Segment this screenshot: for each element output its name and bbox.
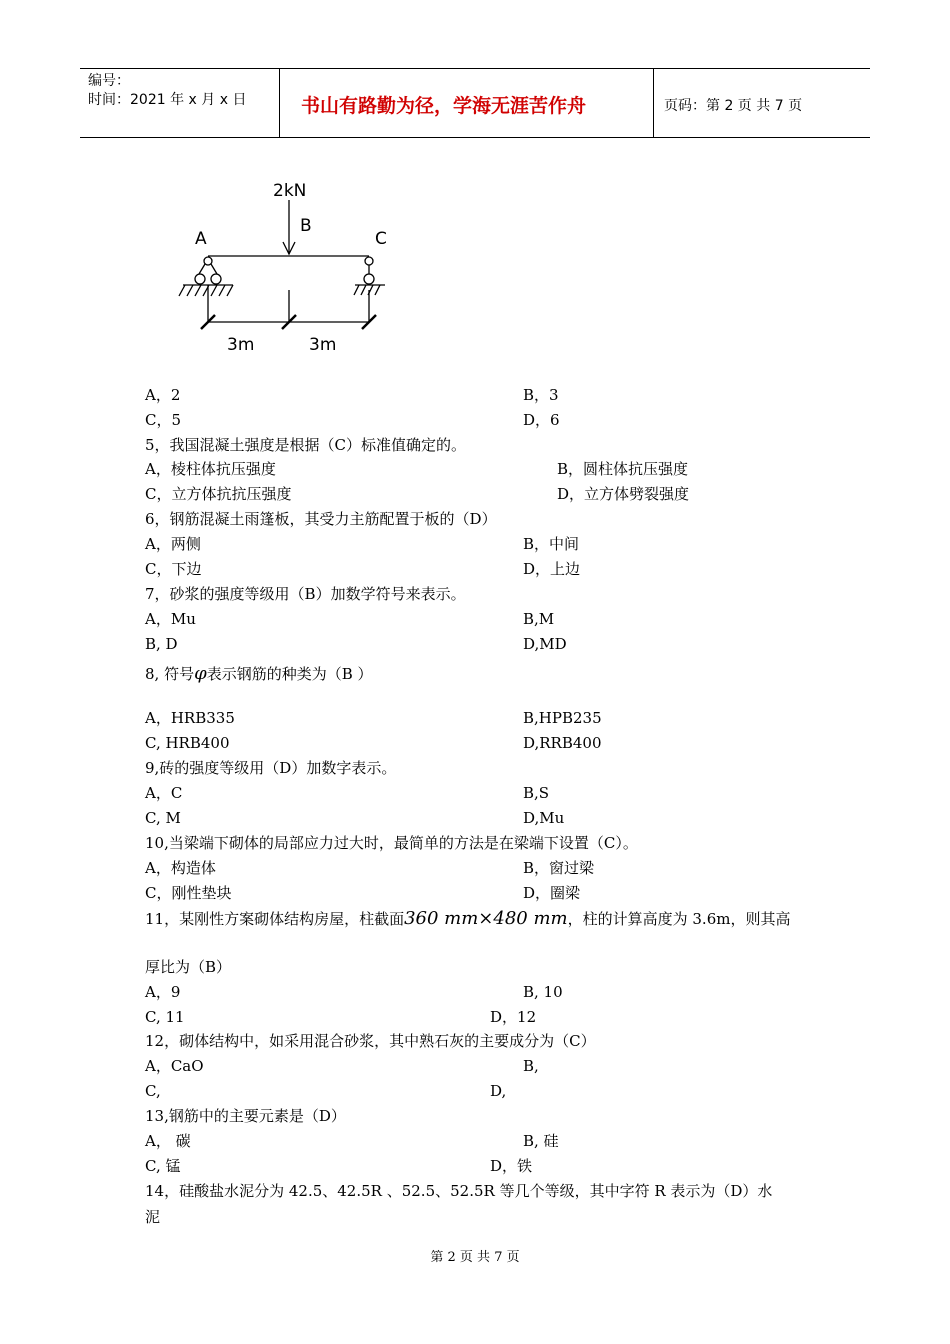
option-row bbox=[145, 707, 602, 729]
option-b: B, bbox=[523, 1057, 539, 1075]
option-row bbox=[145, 458, 689, 480]
option-a: A，HRB335 bbox=[145, 709, 235, 727]
option-c: B, D bbox=[145, 635, 178, 653]
question-6: 6，钢筋混凝土雨篷板，其受力主筋配置于板的（D） bbox=[145, 510, 497, 528]
page-footer: 第 2 页 共 7 页 bbox=[430, 1250, 520, 1265]
option-d: D，立方体劈裂强度 bbox=[557, 485, 690, 503]
option-row bbox=[145, 857, 595, 879]
beam-diagram bbox=[175, 172, 405, 362]
option-row bbox=[145, 1055, 539, 1077]
question-5: 5，我国混凝土强度是根据（C）标准值确定的。 bbox=[145, 436, 467, 454]
question-11-cont: 厚比为（B） bbox=[145, 958, 232, 976]
option-c: C, bbox=[145, 1082, 161, 1100]
option-row bbox=[145, 558, 581, 580]
span-1-label: 3m bbox=[227, 335, 255, 355]
point-b-label: B bbox=[300, 216, 312, 236]
question-14: 14，硅酸盐水泥分为 42.5、42.5R 、52.5、52.5R 等几个等级，其中字符 R 表示为（D）水 bbox=[145, 1182, 773, 1200]
phi-symbol: φ bbox=[194, 663, 207, 684]
option-c: C, 锰 bbox=[145, 1157, 181, 1175]
point-c-label: C bbox=[375, 229, 387, 249]
option-c: C，下边 bbox=[145, 560, 202, 578]
support-a-roller-right bbox=[211, 274, 221, 284]
option-b: B,HPB235 bbox=[523, 709, 602, 727]
option-b: B，中间 bbox=[523, 535, 580, 553]
option-d: D，圈梁 bbox=[523, 884, 581, 902]
option-a: A，棱柱体抗压强度 bbox=[145, 460, 276, 478]
question-12: 12，砌体结构中，如采用混合砂浆，其中熟石灰的主要成分为（C） bbox=[145, 1032, 596, 1050]
option-row bbox=[145, 1130, 559, 1152]
option-a: A，两侧 bbox=[145, 535, 201, 553]
option-b: B, 10 bbox=[523, 983, 563, 1001]
option-row bbox=[145, 409, 560, 431]
page-header bbox=[80, 68, 870, 138]
question-11: 11，某刚性方案砌体结构房屋，柱截面360 mm×480 mm，柱的计算高度为 3.6m，则其高 bbox=[145, 908, 791, 929]
option-row bbox=[145, 782, 550, 804]
header-motto-cell bbox=[281, 69, 654, 137]
option-d: D,RRB400 bbox=[523, 734, 602, 752]
option-a: A， 碳 bbox=[145, 1132, 191, 1150]
option-c: C，刚性垫块 bbox=[145, 884, 232, 902]
support-c-roller bbox=[364, 274, 374, 284]
option-d: D，12 bbox=[490, 1008, 537, 1026]
header-page-cell bbox=[654, 69, 870, 137]
question-9: 9,砖的强度等级用（D）加数字表示。 bbox=[145, 759, 397, 777]
option-row bbox=[145, 807, 565, 829]
option-a: A，Mu bbox=[145, 610, 196, 628]
option-b: B，窗过梁 bbox=[523, 859, 595, 877]
option-b: B,S bbox=[523, 784, 550, 802]
option-c: C，立方体抗抗压强度 bbox=[145, 485, 292, 503]
option-row bbox=[145, 483, 690, 505]
point-a-label: A bbox=[195, 229, 207, 249]
option-row bbox=[145, 1155, 533, 1177]
option-c: C, 11 bbox=[145, 1008, 185, 1026]
option-c: C, M bbox=[145, 809, 181, 827]
option-d: D，6 bbox=[523, 411, 560, 429]
option-row bbox=[145, 1006, 537, 1028]
question-14-cont: 泥 bbox=[145, 1208, 161, 1226]
option-b: B，圆柱体抗压强度 bbox=[557, 460, 689, 478]
option-row bbox=[145, 633, 567, 655]
option-d: D,MD bbox=[523, 635, 567, 653]
option-c: C, HRB400 bbox=[145, 734, 230, 752]
question-10: 10,当梁端下砌体的局部应力过大时，最简单的方法是在梁端下设置（C）。 bbox=[145, 834, 638, 852]
option-row bbox=[145, 981, 563, 1003]
option-a: A，2 bbox=[145, 386, 181, 404]
option-b: B, 硅 bbox=[523, 1132, 559, 1150]
section-size-formula: 360 mm×480 mm bbox=[404, 908, 568, 929]
support-a-pin bbox=[204, 257, 212, 265]
option-row bbox=[145, 384, 559, 406]
option-c: C，5 bbox=[145, 411, 182, 429]
number-label: 编号： bbox=[88, 73, 130, 89]
time-label: 时间：2021 年 x 月 x 日 bbox=[88, 92, 247, 108]
option-a: A，C bbox=[145, 784, 183, 802]
option-d: D，上边 bbox=[523, 560, 581, 578]
option-d: D，铁 bbox=[490, 1157, 533, 1175]
question-7: 7，砂浆的强度等级用（B）加数学符号来表示。 bbox=[145, 585, 466, 603]
option-row bbox=[145, 533, 580, 555]
question-13: 13,钢筋中的主要元素是（D） bbox=[145, 1107, 346, 1125]
option-row bbox=[145, 608, 555, 630]
option-a: A，9 bbox=[145, 983, 181, 1001]
load-label: 2kN bbox=[273, 181, 307, 201]
span-2-label: 3m bbox=[309, 335, 337, 355]
motto: 书山有路勤为径，学海无涯苦作舟 bbox=[301, 95, 587, 117]
option-b: B,M bbox=[523, 610, 555, 628]
option-d: D, bbox=[490, 1082, 507, 1100]
page-info: 页码：第 2 页 共 7 页 bbox=[664, 98, 803, 114]
option-b: B，3 bbox=[523, 386, 559, 404]
option-row bbox=[145, 732, 602, 754]
option-a: A，CaO bbox=[145, 1057, 204, 1075]
option-row bbox=[145, 1080, 507, 1102]
question-8: 8, 符号φ表示钢筋的种类为（B ） bbox=[145, 663, 373, 684]
option-row bbox=[145, 882, 581, 904]
support-c-pin bbox=[365, 257, 373, 265]
option-d: D,Mu bbox=[523, 809, 565, 827]
support-a-roller-left bbox=[195, 274, 205, 284]
option-a: A，构造体 bbox=[145, 859, 216, 877]
header-meta bbox=[80, 69, 280, 137]
